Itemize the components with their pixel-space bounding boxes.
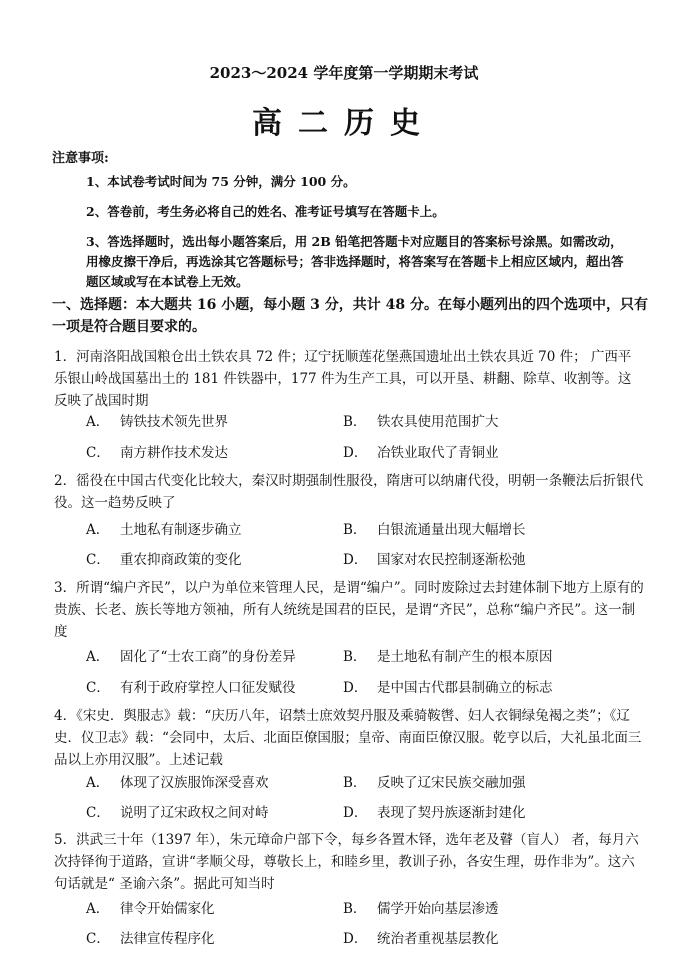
option-text: 表现了契丹族逐渐封建化 [377, 805, 526, 821]
option-text: 反映了辽宋民族交融加强 [377, 775, 526, 791]
question-4-stem: 4．《宋史．舆服志》载：“庆历八年，诏禁士庶效契丹服及乘骑鞍辔、妇人衣铜绿兔褐之类”；《辽史．仪卫志》载：“会同中，太后、北面臣僚国服；皇帝、南面臣僚汉服。乾亨以后，大礼虽北面三品以上亦用汉服”。上述记载 [54, 708, 642, 768]
option-text: 统治者重视基层教化 [377, 931, 499, 947]
question-2-stem: 2．徭役在中国古代变化比较大，秦汉时期强制性服役，隋唐可以纳庸代役，明朝一条鞭法后折银代役。这一趋势反映了 [54, 473, 644, 511]
question-2-option-b [343, 518, 526, 538]
option-text: 有利于政府掌控人口征发赋役 [120, 680, 296, 696]
option-text: 铁农具使用范围扩大 [377, 414, 499, 430]
option-text: 白银流通量出现大幅增长 [377, 522, 526, 538]
question-5-option-b [343, 897, 499, 917]
option-letter: C． [86, 552, 110, 568]
question-5-option-a [86, 897, 215, 917]
question-1-option-a [86, 410, 228, 430]
option-text: 是土地私有制产生的根本原因 [377, 649, 553, 665]
option-letter: C． [86, 680, 110, 696]
notice-item-1: 1、本试卷考试时间为 75 分钟，满分 100 分。 [86, 174, 356, 189]
option-letter: C． [86, 931, 110, 947]
notice-label: 注意事项: [52, 151, 109, 166]
option-text: 铸铁技术领先世界 [120, 414, 228, 430]
option-letter: C． [86, 445, 110, 461]
question-4-option-d [343, 801, 526, 821]
question-4-option-a [86, 771, 269, 791]
option-text: 南方耕作技术发达 [120, 445, 228, 461]
question-2-option-d [343, 548, 526, 568]
option-text: 重农抑商政策的变化 [120, 552, 242, 568]
option-letter: D． [343, 805, 368, 821]
option-letter: A． [86, 901, 110, 917]
question-5-option-c [86, 927, 215, 947]
option-letter: B． [343, 649, 367, 665]
question-1-option-b [343, 410, 499, 430]
section-heading: 一、选择题：本大题共 16 小题，每小题 3 分，共计 48 分。在每小题列出的四个选项中，只有一项是符合题目要求的。 [52, 297, 648, 335]
option-letter: B． [343, 414, 367, 430]
question-5-option-d [343, 927, 499, 947]
option-text: 法律宣传程序化 [120, 931, 215, 947]
question-2-option-c [86, 548, 242, 568]
question-5-stem: 5．洪武三十年（1397 年），朱元璋命户部下令，每乡各置木铎，选年老及瞽（盲人） 者，每月六次持铎徇于道路，宣讲“孝顺父母，尊敬长上，和睦乡里，教训子孙，各安生理，毋作非为”。这六句话就是“ 圣谕六条”。据此可知当时 [54, 832, 639, 892]
option-letter: D． [343, 931, 368, 947]
option-letter: A． [86, 775, 110, 791]
option-text: 律令开始儒家化 [120, 901, 215, 917]
notice-item-3: 3、答选择题时，选出每小题答案后，用 2B 铅笔把答题卡对应题目的答案标号涂黑。如需改动，用橡皮擦干净后，再选涂其它答题标号；答非选择题时，将答案写在答题卡上相应区域内，超出答题区域或写在本试卷上无效。 [86, 234, 624, 289]
question-3-option-b [343, 645, 553, 665]
option-text: 国家对农民控制逐渐松弛 [377, 552, 526, 568]
question-4-option-c [86, 801, 269, 821]
option-letter: B． [343, 775, 367, 791]
option-letter: A． [86, 414, 110, 430]
option-text: 土地私有制逐步确立 [120, 522, 242, 538]
option-letter: D． [343, 552, 368, 568]
question-1-option-c [86, 441, 228, 461]
option-text: 冶铁业取代了青铜业 [377, 445, 499, 461]
option-letter: D． [343, 445, 368, 461]
option-text: 说明了辽宋政权之间对峙 [120, 805, 269, 821]
option-text: 固化了“士农工商”的身份差异 [120, 649, 296, 665]
question-3-option-a [86, 645, 296, 665]
option-letter: A． [86, 649, 110, 665]
question-4-option-b [343, 771, 526, 791]
option-letter: C． [86, 805, 110, 821]
question-1-option-d [343, 441, 499, 461]
option-text: 是中国古代郡县制确立的标志 [377, 680, 553, 696]
question-2-option-a [86, 518, 242, 538]
question-1-stem: 1．河南洛阳战国粮仓出土铁农具 72 件；辽宁抚顺莲花堡燕国遗址出土铁农具近 70 件； 广西平乐银山岭战国墓出土的 181 件铁器中，177 件为生产工具，可以开垦、耕翻、除草、收割等。这反映了战国时期 [54, 349, 632, 409]
option-text: 儒学开始向基层渗透 [377, 901, 499, 917]
question-3-option-c [86, 676, 296, 696]
option-letter: B． [343, 901, 367, 917]
option-letter: D． [343, 680, 368, 696]
exam-title: 高二历史 [252, 106, 436, 141]
option-letter: A． [86, 522, 110, 538]
exam-header: 2023～2024 学年度第一学期期末考试 [209, 64, 479, 82]
question-3-option-d [343, 676, 553, 696]
option-letter: B． [343, 522, 367, 538]
notice-item-2: 2、答卷前，考生务必将自己的姓名、准考证号填写在答题卡上。 [86, 204, 445, 219]
question-3-stem: 3．所谓“编户齐民”，以户为单位来管理人民，是谓“编户”。同时废除过去封建体制下地方上原有的贵族、长老、族长等地方领袖，所有人统统是国君的臣民，是谓“齐民”，总称“编户齐民”。这一制度 [54, 580, 644, 640]
option-text: 体现了汉族服饰深受喜欢 [120, 775, 269, 791]
